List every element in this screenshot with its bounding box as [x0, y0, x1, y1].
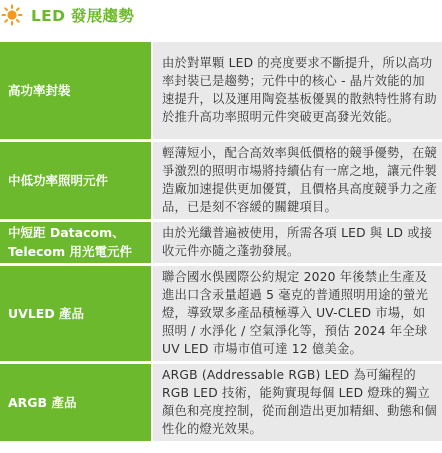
row-description: 聯合國水俁國際公約規定 2020 年後禁止生產及進出口含汞量超過 5 毫克的普通照明用途的螢光燈，導致眾多產品積極導入 UV-CLED 市場，如照明 / 水淨化 / 空氣淨化等，預估 2024 年全球 UV LED 市場市值可達 12 億美金。 [152, 264, 442, 362]
row-description: 由於光纖普遍被使用，所需各項 LED 與 LD 或接收元件亦隨之蓬勃發展。 [152, 220, 442, 264]
row-category: 中短距 Datacom、Telecom 用光電元件 [0, 220, 152, 264]
row-description: 由於對單顆 LED 的亮度要求不斷提升，所以高功率封裝已是趨勢；元件中的核心 - 晶片效能的加速提升，以及運用陶瓷基板優異的散熱特性將有助於推升高功率照明元件突破更高發光效能。 [152, 42, 442, 140]
table-row [0, 42, 442, 140]
table-row [0, 220, 442, 264]
led-trend-table [0, 42, 442, 444]
table-row [0, 140, 442, 220]
row-description: ARGB (Addressable RGB) LED 為可編程的 RGB LED 技術，能夠實現每個 LED 燈珠的獨立顏色和亮度控制，從而創造出更加精細、動態和個性化的燈光效果。 [152, 362, 442, 442]
table-row [0, 264, 442, 362]
row-description: 輕薄短小，配合高效率與低價格的競爭優勢，在競爭激烈的照明市場將持續佔有一席之地，讓元件製造廠加速提供更加優質，且價格具高度競爭力之產品，已是刻不容緩的關鍵項目。 [152, 140, 442, 220]
sun-icon [1, 4, 23, 26]
row-category: ARGB 產品 [0, 362, 152, 442]
row-category: 中低功率照明元件 [0, 140, 152, 220]
table-row [0, 362, 442, 442]
section-header [0, 2, 134, 28]
row-category: UVLED 產品 [0, 264, 152, 362]
row-category: 高功率封裝 [0, 42, 152, 140]
page-title: LED 發展趨勢 [31, 7, 135, 25]
